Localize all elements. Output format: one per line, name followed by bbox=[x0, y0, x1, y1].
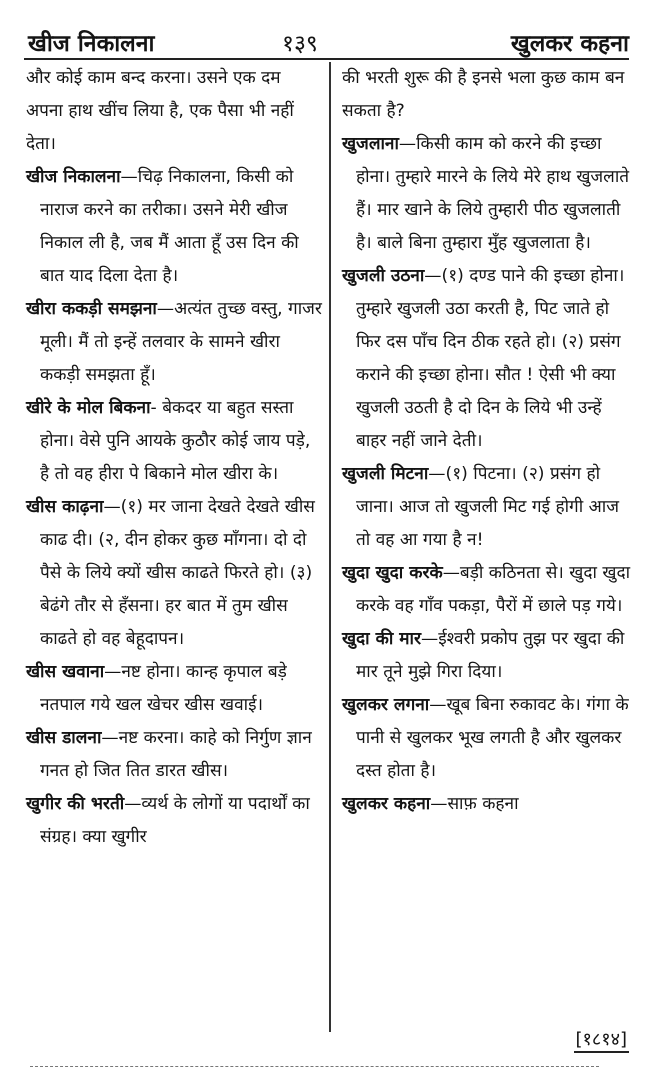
headword: खुजलाना bbox=[342, 134, 399, 154]
entry-text: —(१) पिटना। (२) प्रसंग हो जाना। आज तो खुजली मिट गई होगी आज तो वह आ गया है न! bbox=[356, 464, 619, 550]
entry-text: —(१) दण्ड पाने की इच्छा होना। तुम्हारे खुजली उठा करती है, पिट जाते हो फिर दस पाँच दिन ठीक रहते हो। (२) प्रसंग कराने की इच्छा होना। सौत ! ऐसी भी क्या खुजली उठती है दो दिन के लिये भी उन्हें बाहर नहीं जाने देती। bbox=[356, 266, 625, 451]
scan-edge bbox=[30, 1066, 599, 1067]
entry-text: —किसी काम को करने की इच्छा होना। तुम्हारे मारने के लिये मेरे हाथ खुजलाते हैं। मार खाने के लिये तुम्हारी पीठ खुजलाती है। बाले बिना तुम्हारा मुँह खुजलाता है। bbox=[356, 134, 630, 253]
entry-text: और कोई काम बन्द करना। उसने एक दम अपना हाथ खींच लिया है, एक पैसा भी नहीं देता। bbox=[26, 68, 294, 154]
page-header bbox=[24, 18, 629, 62]
dictionary-entry bbox=[26, 722, 322, 788]
entry-text: —ईश्वरी प्रकोप तुझ पर खुदा की मार तूने मुझे गिरा दिया। bbox=[356, 629, 625, 682]
dictionary-entry bbox=[342, 557, 634, 623]
dictionary-entry bbox=[342, 458, 634, 557]
entry-text: —साफ़ कहना bbox=[430, 794, 519, 814]
entry-text: —खूब बिना रुकावट के। गंगा के पानी से खुलकर भूख लगती है और खुलकर दस्त होता है। bbox=[356, 695, 629, 781]
dictionary-entry bbox=[26, 392, 322, 491]
left-column bbox=[26, 62, 322, 854]
entry-text: —नष्ट करना। काहे को निर्गुण ज्ञान गनत हो जित तित डारत खीस। bbox=[40, 728, 312, 781]
entry-text: की भरती शुरू की है इनसे भला कुछ काम बन सकता है? bbox=[342, 68, 625, 121]
headword: खुजली उठना bbox=[342, 266, 425, 286]
headword: खुदा खुदा करके bbox=[342, 563, 443, 583]
headword: खीरा ककड़ी समझना bbox=[26, 299, 157, 319]
dictionary-entry bbox=[26, 293, 322, 392]
dictionary-entry bbox=[342, 788, 634, 821]
entry-text: —चिढ़ निकालना, किसी को नाराज करने का तरीका। उसने मेरी खीज निकाल ली है, जब मैं आता हूँ उस दिन की बात याद दिला देता है। bbox=[40, 167, 299, 286]
entry-text: —व्यर्थ के लोगों या पदार्थों का संग्रह। क्या खुगीर bbox=[40, 794, 310, 847]
entry-text: —नष्ट होना। कान्ह कृपाल बड़े नतपाल गये खल खेचर खीस खवाई। bbox=[40, 662, 287, 715]
headword: खीरे के मोल बिकना bbox=[26, 398, 151, 418]
headword: खुदा की मार bbox=[342, 629, 422, 649]
headword: खुगीर की भरती bbox=[26, 794, 125, 814]
continued-text bbox=[342, 62, 634, 128]
dictionary-entry bbox=[26, 161, 322, 293]
signature-mark: [१८१४] bbox=[574, 1027, 630, 1053]
dictionary-entry bbox=[26, 656, 322, 722]
header-right-guideword: खुलकर कहना bbox=[510, 31, 629, 57]
dictionary-entry bbox=[342, 689, 634, 788]
headword: खुलकर कहना bbox=[342, 794, 431, 814]
dictionary-entry bbox=[342, 260, 634, 458]
headword: खीस डालना bbox=[26, 728, 102, 748]
continued-text bbox=[26, 62, 322, 161]
dictionary-entry bbox=[26, 788, 322, 854]
headword: खीस काढ़ना bbox=[26, 497, 104, 517]
headword: खुलकर लगना bbox=[342, 695, 430, 715]
entry-text: - बेकदर या बहुत सस्ता होना। वेसे पुनि आयके कुठौर कोई जाय पड़े, है तो वह हीरा पे बिकाने मोल खीरा के। bbox=[40, 398, 311, 484]
header-left-guideword: खीज निकालना bbox=[28, 31, 155, 57]
entry-text: —बड़ी कठिनता से। खुदा खुदा करके वह गाँव पकड़ा, पैरों में छाले पड़ गये। bbox=[356, 563, 631, 616]
headword: खुजली मिटना bbox=[342, 464, 429, 484]
dictionary-entry bbox=[26, 491, 322, 656]
entry-text: —अत्यंत तुच्छ वस्तु, गाजर मूली। मैं तो इन्हें तलवार के सामने खीरा ककड़ी समझता हूँ। bbox=[40, 299, 322, 385]
header-rule bbox=[24, 58, 629, 60]
column-divider bbox=[329, 62, 331, 1032]
page-number: १३९ bbox=[282, 31, 318, 57]
headword: खीज निकालना bbox=[26, 167, 121, 187]
dictionary-entry bbox=[342, 128, 634, 260]
entry-text: —(१) मर जाना देखते देखते खीस काढ दी। (२, दीन होकर कुछ माँगना। दो दो पैसे के लिये क्यों खीस काढते फिरते हो। (३) बेढंगे तौर से हँसना। हर बात में तुम खीस काढते हो वह बेहूदापन। bbox=[40, 497, 315, 649]
headword: खीस खवाना bbox=[26, 662, 105, 682]
right-column bbox=[342, 62, 634, 821]
dictionary-entry bbox=[342, 623, 634, 689]
